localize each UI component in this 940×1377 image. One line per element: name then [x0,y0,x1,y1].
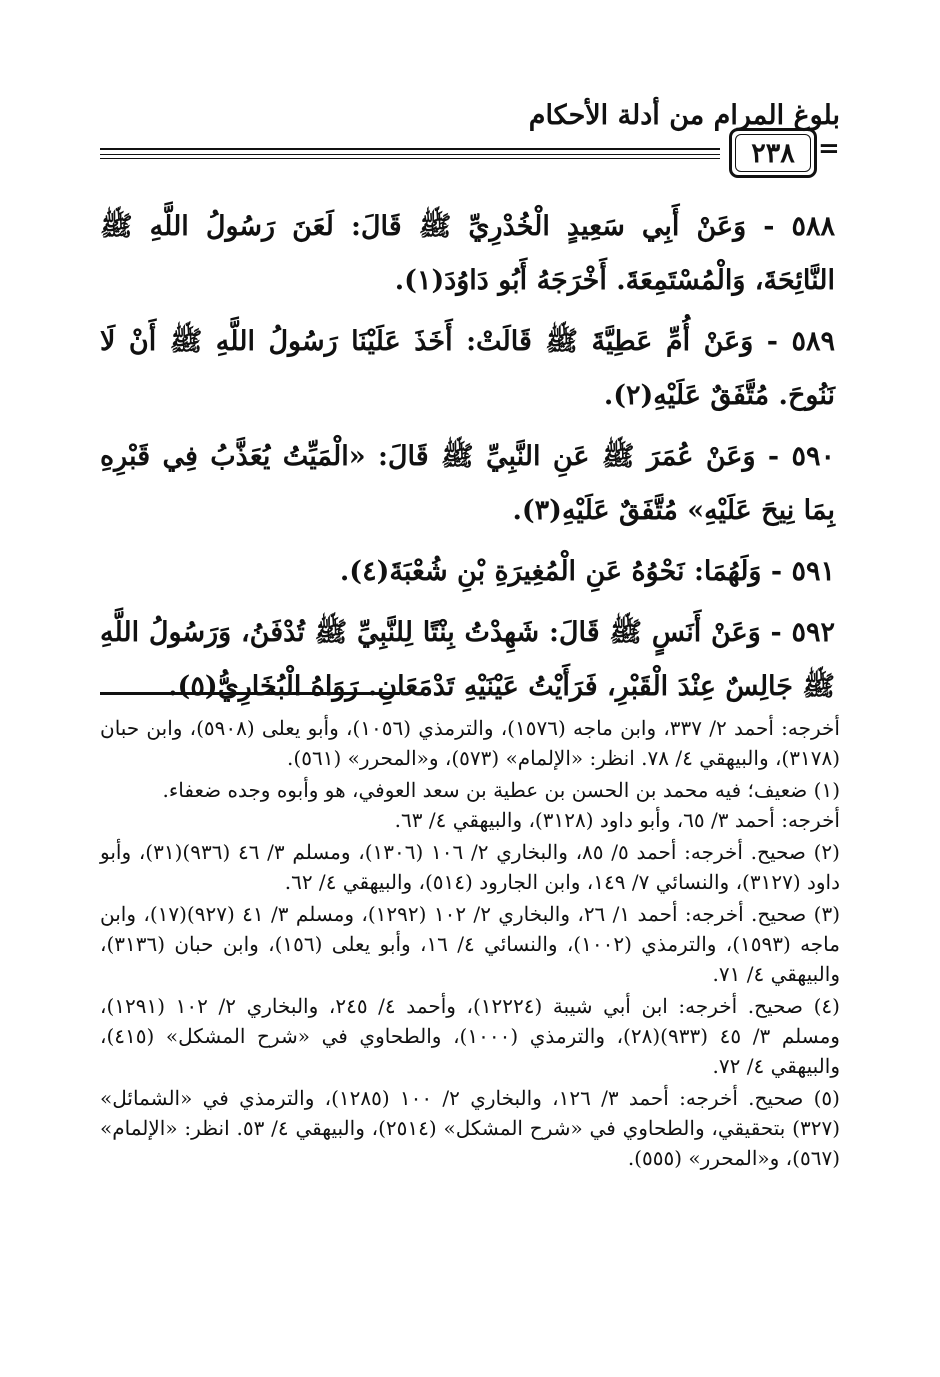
hadith-list [100,200,835,721]
hadith-number: ٥٩١ [791,556,835,587]
page-number-box [729,128,817,178]
header-rule [100,142,720,164]
footnote-item: أخرجه: أحمد ٢/ ٣٣٧، وابن ماجه (١٥٧٦)، والترمذي (١٠٥٦)، وأبو يعلى (٥٩٠٨)، وابن حبان (٣١٧٨)، والبيهقي ٤/ ٧٨. انظر: «الإلمام» (٥٧٣)، و«المحرر» (٥٦١). [100,716,840,770]
hadith-592 [100,606,835,714]
header-rule-line [100,154,720,155]
hadith-number: ٥٩٠ [791,441,835,472]
hadith-text: - وَعَنْ أَبِي سَعِيدٍ الْخُدْرِيِّ ﷺ قَالَ: لَعَنَ رَسُولُ اللَّهِ ﷺ النَّائِحَةَ، وَالْمُسْتَمِعَةَ. أَخْرَجَهُ أَبُو دَاوُدَ(١). [100,211,835,296]
hadith-589 [100,315,835,423]
header-rule-line [100,148,720,150]
hadith-591 [100,545,835,599]
footnote-item: أخرجه: أحمد ٣/ ٦٥، وأبو داود (٣١٢٨)، والبيهقي ٤/ ٦٣. [394,808,840,832]
footnote-item: (١) ضعيف؛ فيه محمد بن الحسن بن عطية بن سعد العوفي، هو وأبوه وجده ضعفاء. [162,778,840,802]
footnote-item: (٢) صحيح. أخرجه: أحمد ٥/ ٨٥، والبخاري ٢/ ١٠٦ (١٣٠٦)، ومسلم ٣/ ٤٦ (٩٣٦)(٣١)، وأبو داود (٣١٢٧)، والنسائي ٧/ ١٤٩، وابن الجارود (٥١٤)، والبيهقي ٤/ ٦٢. [100,840,840,894]
hadith-text: - وَعَنْ عُمَرَ ﷺ عَنِ النَّبِيِّ ﷺ قَالَ: «الْمَيِّتُ يُعَذَّبُ فِي قَبْرِهِ بِمَا نِيحَ عَلَيْهِ» مُتَّفَقٌ عَلَيْهِ(٣). [100,441,835,526]
header-corner-mark: = [818,134,840,164]
footnote-separator [100,694,400,695]
hadith-588 [100,200,835,308]
hadith-number: ٥٩٢ [791,617,836,648]
footnotes [100,713,840,1173]
hadith-590 [100,430,835,538]
footnote-item: (٤) صحيح. أخرجه: ابن أبي شيبة (١٢٢٢٤)، وأحمد ٤/ ٢٤٥، والبخاري ٢/ ١٠٢ (١٢٩١)، ومسلم ٣/ ٤٥ (٩٣٣)(٢٨)، والترمذي (١٠٠٠)، والطحاوي في «شرح المشكل» (٤١٥)، والبيهقي ٤/ ٧٢. [100,994,840,1078]
hadith-text: - وَلَهُمَا: نَحْوُهُ عَنِ الْمُغِيرَةِ بْنِ شُعْبَةَ(٤). [339,556,783,587]
footnote-item: (٥) صحيح. أخرجه: أحمد ٣/ ١٢٦، والبخاري ٢/ ١٠٠ (١٢٨٥)، والترمذي في «الشمائل» (٣٢٧) بتحقيقي، والطحاوي في «شرح المشكل» (٢٥١٤)، والبيهقي ٤/ ٥٣. انظر: «الإلمام» (٥٦٧)، و«المحرر» (٥٥٥). [100,1086,840,1170]
header-rule-line [100,158,720,159]
running-header-title: بلوغ المرام من أدلة الأحكام [528,100,840,131]
hadith-text: - وَعَنْ أُمِّ عَطِيَّةَ ﷺ قَالَتْ: أَخَذَ عَلَيْنَا رَسُولُ اللَّهِ ﷺ أَنْ لَا نَنُوحَ. مُتَّفَقٌ عَلَيْهِ(٢). [100,326,835,411]
hadith-number: ٥٨٨ [791,211,835,242]
footnote-item: (٣) صحيح. أخرجه: أحمد ١/ ٢٦، والبخاري ٢/ ١٠٢ (١٢٩٢)، ومسلم ٣/ ٤١ (٩٢٧)(١٧)، وابن ماجه (١٥٩٣)، والترمذي (١٠٠٢)، والنسائي ٤/ ١٦، وأبو يعلى (١٥٦)، وابن حبان (٣١٣٦)، والبيهقي ٤/ ٧١. [100,902,840,986]
hadith-text: - وَعَنْ أَنَسٍ ﷺ قَالَ: شَهِدْتُ بِنْتًا لِلنَّبِيِّ ﷺ تُدْفَنُ، وَرَسُولُ اللَّهِ ﷺ جَالِسٌ عِنْدَ الْقَبْرِ، فَرَأَيْتُ عَيْنَيْهِ تَدْمَعَانِ. رَوَاهُ الْبُخَارِيُّ(٥). [100,617,835,702]
hadith-number: ٥٨٩ [791,326,835,357]
page-number: ٢٣٨ [751,137,795,169]
